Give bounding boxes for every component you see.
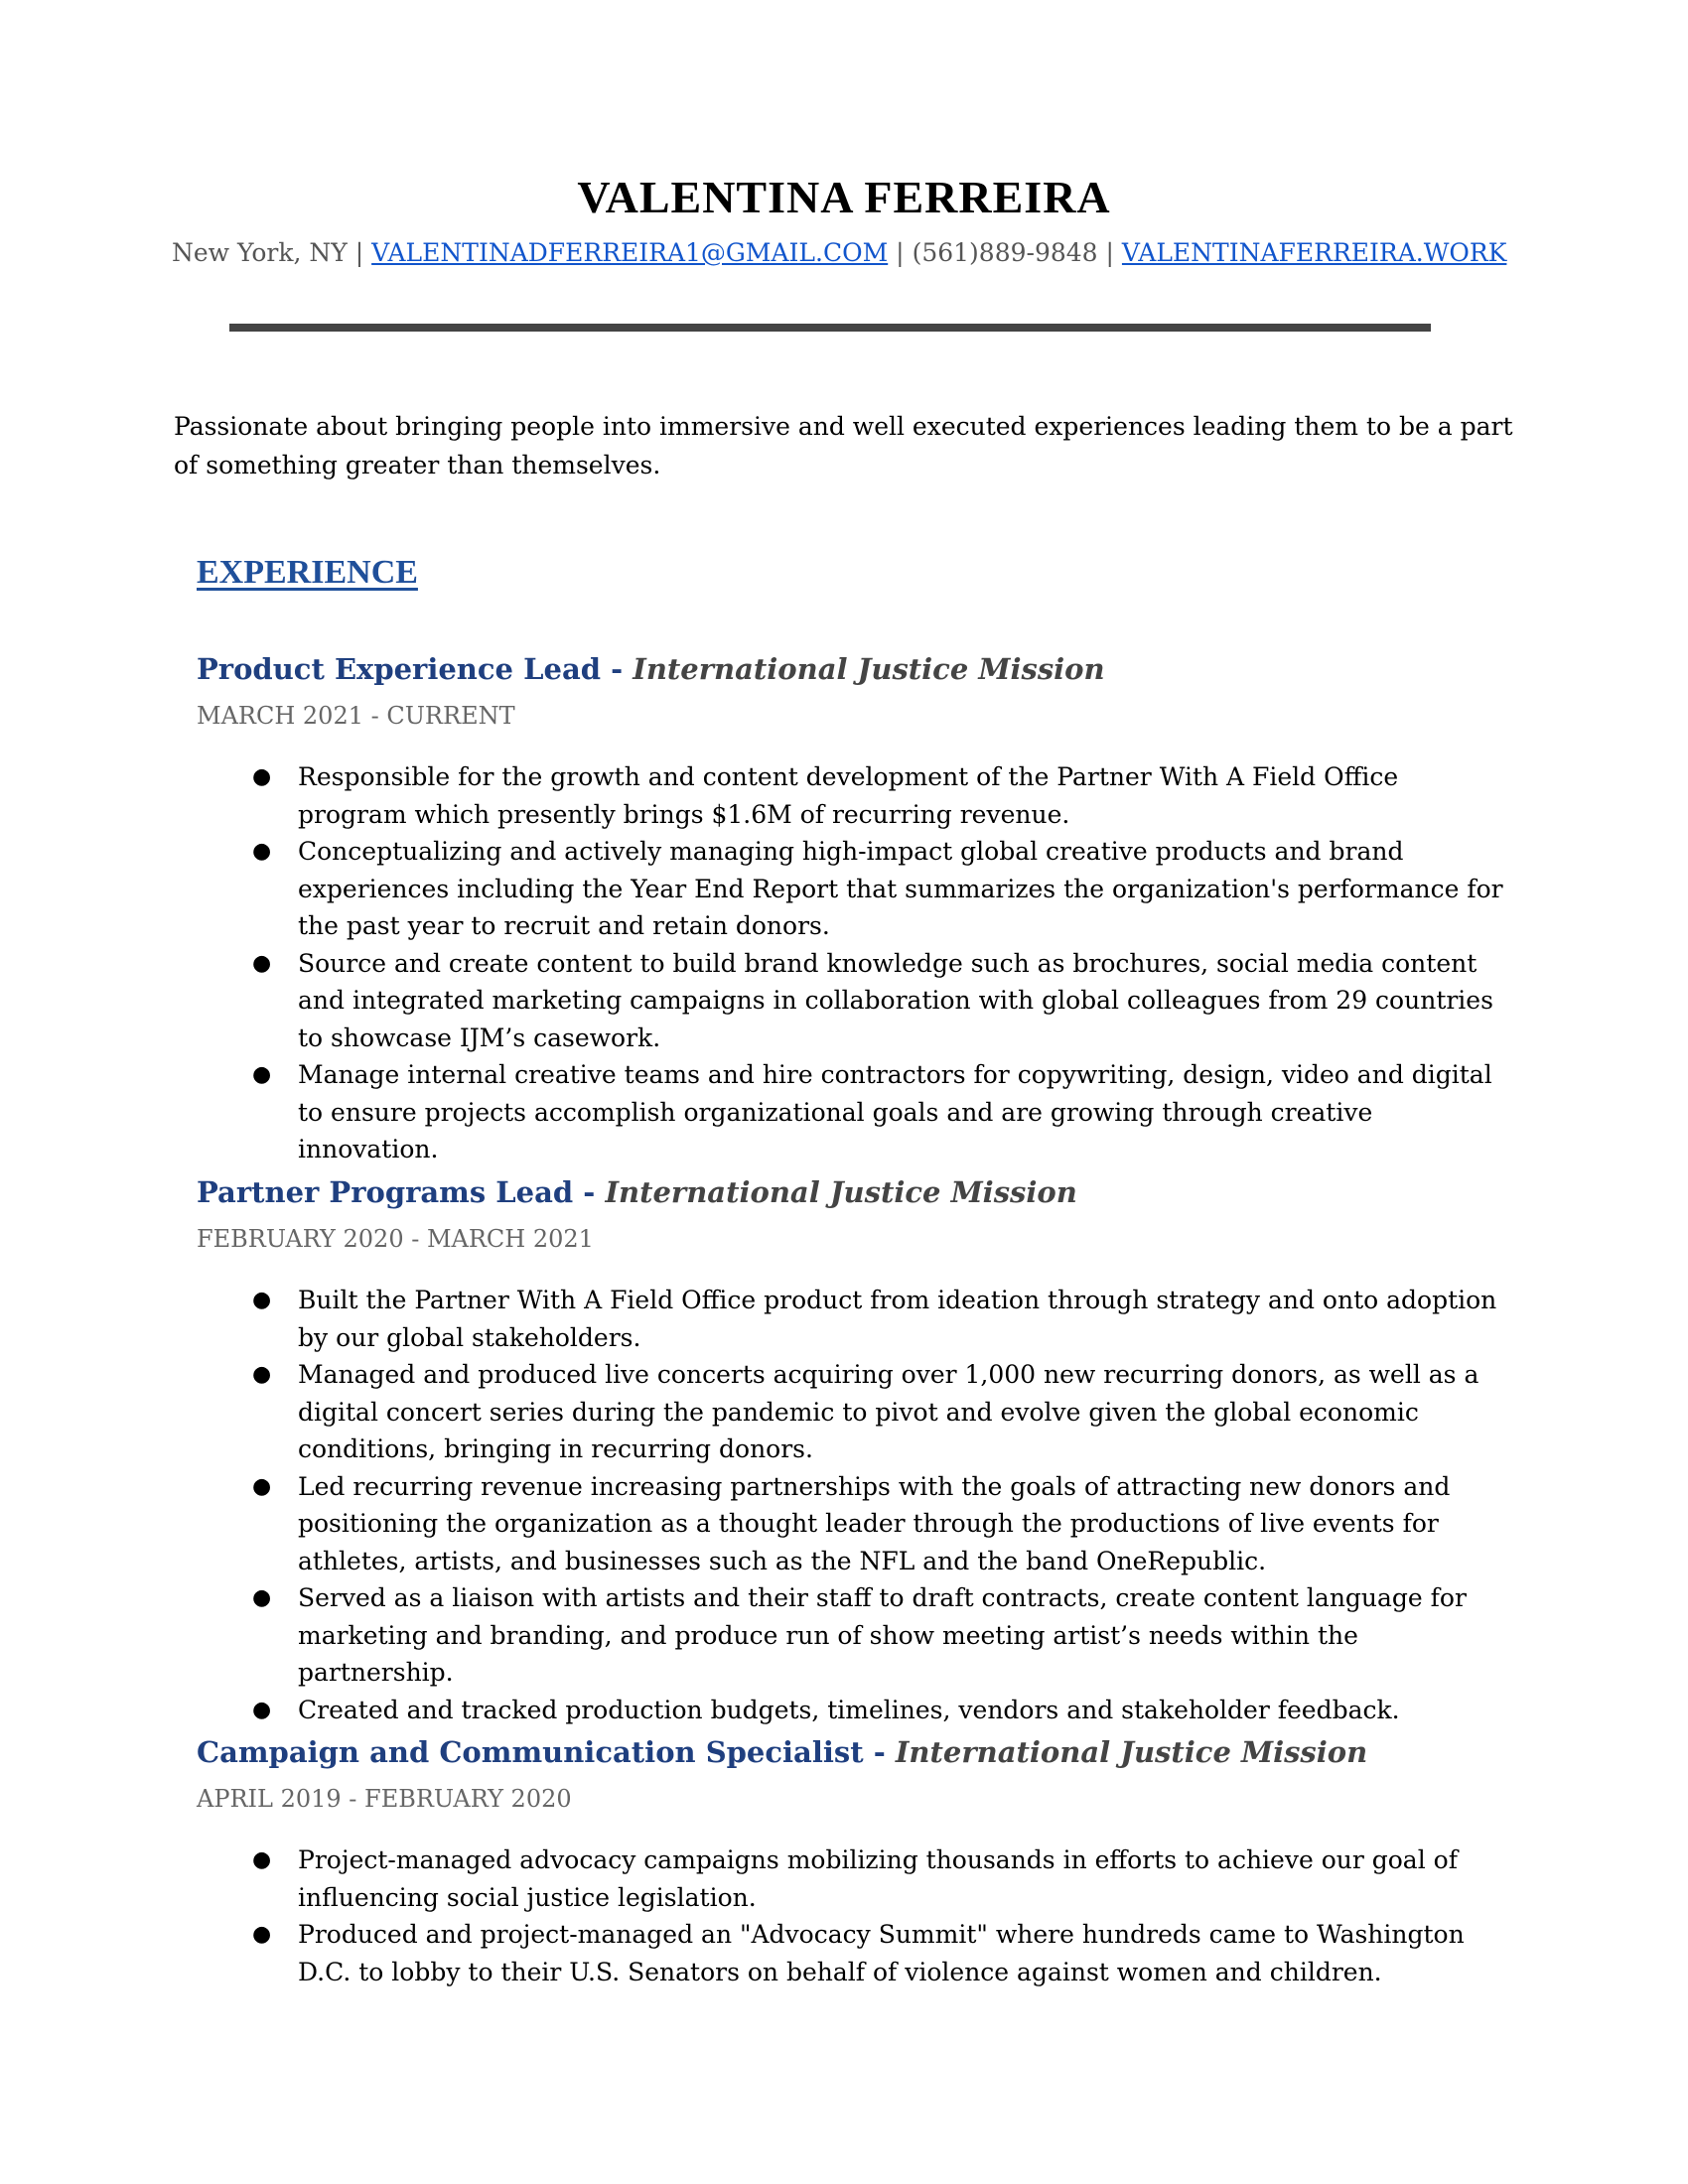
job-dash: - xyxy=(573,1175,606,1209)
job-dates: MARCH 2021 - CURRENT xyxy=(197,702,515,730)
list-item xyxy=(197,1842,1507,1916)
bullet-icon: ● xyxy=(252,1062,272,1087)
contact-line xyxy=(172,238,1542,267)
list-item xyxy=(197,1356,1507,1468)
bullet-icon: ● xyxy=(252,1697,272,1722)
summary-paragraph: Passionate about bringing people into immersive and well executed experiences leading them to be a part of something greater than themselves. xyxy=(174,412,1513,479)
bullet-icon: ● xyxy=(252,1585,272,1610)
job-organization: International Justice Mission xyxy=(605,1175,1077,1209)
job-entry xyxy=(197,1172,1507,1728)
list-item xyxy=(197,758,1507,833)
job-organization: International Justice Mission xyxy=(633,652,1105,686)
experience-heading: EXPERIENCE xyxy=(197,554,418,591)
bullet-icon: ● xyxy=(252,1362,272,1387)
bullet-text: Responsible for the growth and content development of the Partner With A Field Office program which presently brings $1.6M of recurring revenue. xyxy=(298,762,1399,829)
job-entry xyxy=(197,649,1507,1168)
job-role: Campaign and Communication Specialist xyxy=(197,1735,864,1769)
bullet-icon: ● xyxy=(252,950,272,976)
header-divider xyxy=(229,324,1431,332)
bullet-text: Managed and produced live concerts acquiring over 1,000 new recurring donors, as well as a digital concert series during the pandemic to pivot and evolve given the global economic conditions, bringing in recurring donors. xyxy=(298,1360,1479,1463)
list-item xyxy=(197,1916,1507,1990)
bullet-icon: ● xyxy=(252,764,272,789)
list-item xyxy=(197,1579,1507,1692)
job-bullets xyxy=(197,1282,1507,1728)
list-item xyxy=(197,1056,1507,1168)
job-role: Partner Programs Lead xyxy=(197,1175,574,1209)
bullet-text: Source and create content to build brand knowledge such as brochures, social media content and integrated marketing campaigns in collaboration with global colleagues from 29 countries to showcase IJM’s casework. xyxy=(298,948,1493,1052)
job-entry xyxy=(197,1732,1507,1990)
bullet-icon: ● xyxy=(252,1847,272,1872)
bullet-text: Manage internal creative teams and hire contractors for copywriting, design, video and digital to ensure projects accomplish organizational goals and are growing through creative innovation. xyxy=(298,1060,1492,1163)
bullet-text: Project-managed advocacy campaigns mobilizing thousands in efforts to achieve our goal of influencing social justice legislation. xyxy=(298,1845,1458,1912)
separator: | xyxy=(354,238,364,267)
separator: | xyxy=(896,238,905,267)
job-title xyxy=(197,649,1507,689)
job-dash: - xyxy=(601,652,633,686)
job-organization: International Justice Mission xyxy=(895,1735,1368,1769)
phone: (561)889-9848 xyxy=(912,238,1098,267)
job-bullets xyxy=(197,1842,1507,1990)
bullet-icon: ● xyxy=(252,839,272,864)
email-link[interactable]: VALENTINADFERREIRA1@GMAIL.COM xyxy=(371,238,889,267)
job-role: Product Experience Lead xyxy=(197,652,602,686)
job-title xyxy=(197,1732,1507,1772)
website-link[interactable]: VALENTINAFERREIRA.WORK xyxy=(1121,238,1507,267)
location: New York, NY xyxy=(172,238,348,267)
bullet-text: Conceptualizing and actively managing high-impact global creative products and brand experiences including the Year End Report that summarizes the organization's performance for the past year to recruit and retain donors. xyxy=(298,837,1503,940)
bullet-text: Produced and project-managed an "Advocacy Summit" where hundreds came to Washington D.C. to lobby to their U.S. Senators on behalf of violence against women and children. xyxy=(298,1920,1465,1986)
list-item xyxy=(197,1692,1507,1729)
candidate-name: VALENTINA FERREIRA xyxy=(577,172,1111,222)
list-item xyxy=(197,1468,1507,1580)
list-item xyxy=(197,833,1507,945)
job-dash: - xyxy=(863,1735,896,1769)
bullet-icon: ● xyxy=(252,1922,272,1947)
separator: | xyxy=(1105,238,1114,267)
bullet-text: Built the Partner With A Field Office product from ideation through strategy and onto adoption by our global stakeholders. xyxy=(298,1286,1497,1352)
bullet-text: Led recurring revenue increasing partnerships with the goals of attracting new donors and positioning the organization as a thought leader through the productions of live events for athletes, artists, and businesses such as the NFL and the band OneRepublic. xyxy=(298,1471,1451,1575)
job-title xyxy=(197,1172,1507,1212)
bullet-text: Served as a liaison with artists and their staff to draft contracts, create content language for marketing and branding, and produce run of show meeting artist’s needs within the partnership. xyxy=(298,1583,1467,1687)
job-dates: APRIL 2019 - FEBRUARY 2020 xyxy=(197,1785,572,1813)
list-item xyxy=(197,945,1507,1057)
bullet-icon: ● xyxy=(252,1288,272,1312)
job-bullets xyxy=(197,758,1507,1168)
list-item xyxy=(197,1282,1507,1356)
bullet-icon: ● xyxy=(252,1473,272,1499)
job-dates: FEBRUARY 2020 - MARCH 2021 xyxy=(197,1225,594,1253)
bullet-text: Created and tracked production budgets, timelines, vendors and stakeholder feedback. xyxy=(298,1695,1400,1724)
